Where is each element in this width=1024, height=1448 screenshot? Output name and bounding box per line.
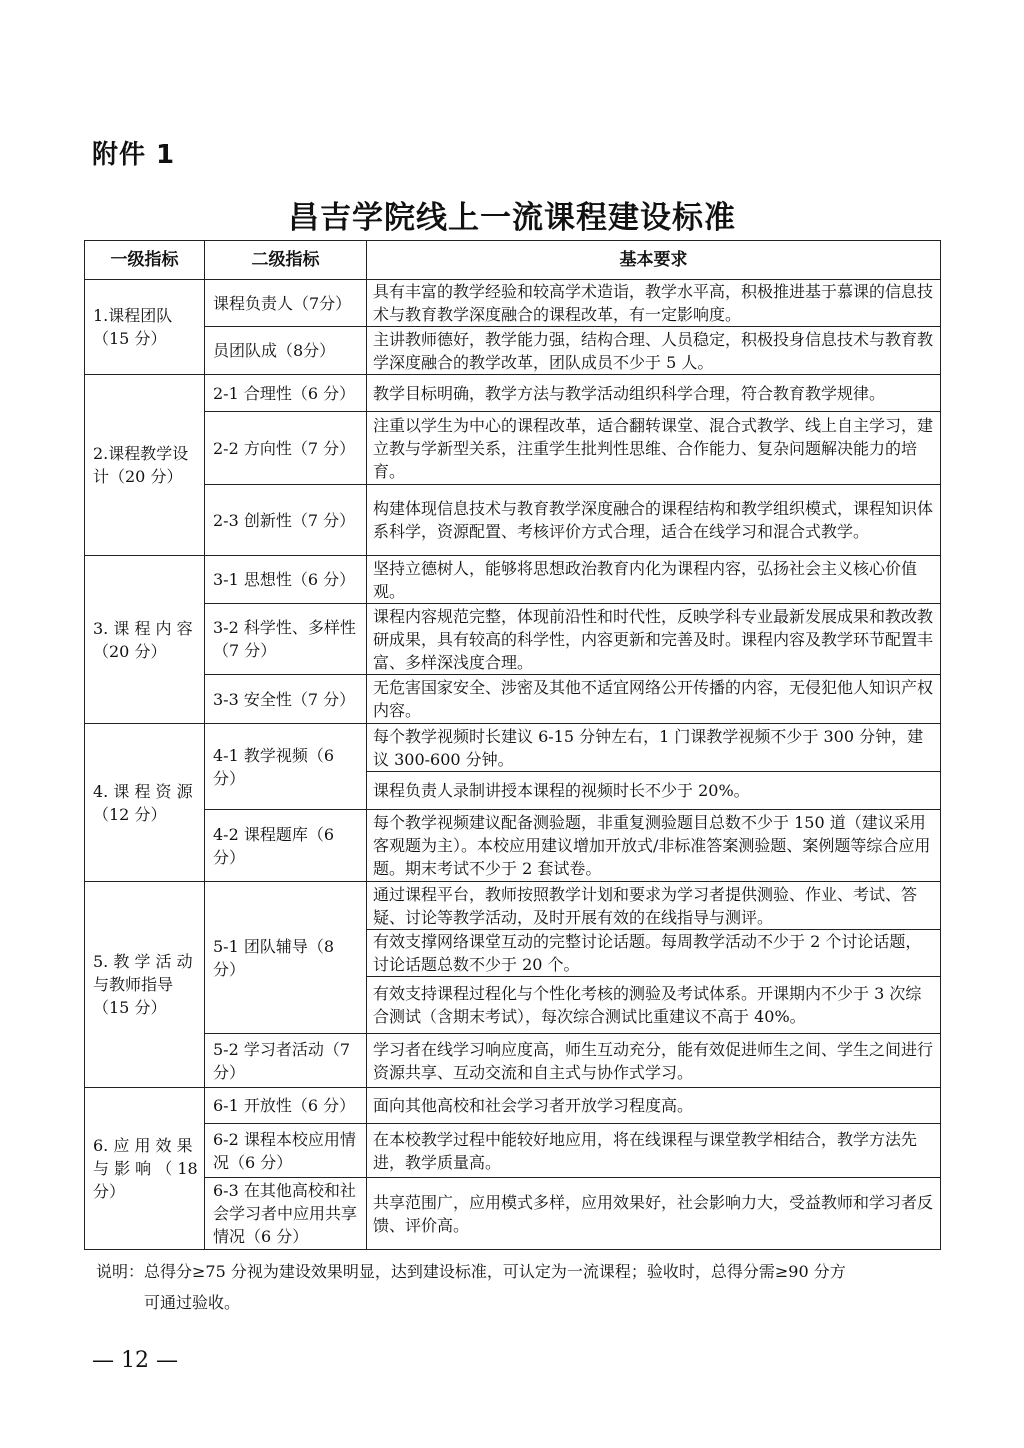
- level2-cell: 4-2 课程题库（6 分）: [205, 810, 367, 882]
- requirement-cell: 有效支撑网络课堂互动的完整讨论话题。每周教学活动不少于 2 个讨论话题，讨论话题总数不少于 20 个。: [367, 930, 941, 977]
- requirement-cell: 具有丰富的教学经验和较高学术造诣，教学水平高，积极推进基于慕课的信息技术与教育教学深度融合的课程改革，有一定影响度。: [367, 280, 941, 327]
- standards-table: [84, 240, 941, 1250]
- level2-cell: 3-2 科学性、多样性（7 分）: [205, 604, 367, 675]
- footnote-line1: 说明：总得分≥75 分视为建设效果明显，达到建设标准，可认定为一流课程；验收时，总得分需≥90 分方: [96, 1262, 846, 1281]
- level2-cell: 6-1 开放性（6 分）: [205, 1088, 367, 1124]
- table-row: [85, 810, 941, 882]
- level2-cell: 2-1 合理性（6 分）: [205, 375, 367, 412]
- level2-cell: 6-3 在其他高校和社会学习者中应用共享情况（6 分）: [205, 1178, 367, 1250]
- footnote-line2: 可通过验收。: [144, 1293, 241, 1312]
- level2-cell: 2-3 创新性（7 分）: [205, 485, 367, 556]
- table-row: [85, 327, 941, 375]
- level1-cell: 2.课程教学设计（20 分）: [85, 375, 205, 556]
- table-row: [85, 556, 941, 604]
- table-row: [85, 375, 941, 412]
- table-header-row: [85, 241, 941, 280]
- level2-cell: 3-3 安全性（7 分）: [205, 675, 367, 724]
- requirement-cell: 主讲教师德好，教学能力强，结构合理、人员稳定，积极投身信息技术与教育教学深度融合的教学改革，团队成员不少于 5 人。: [367, 327, 941, 375]
- level1-cell: 3. 课 程 内 容（20 分）: [85, 556, 205, 724]
- header-requirement: 基本要求: [367, 241, 941, 280]
- table-row: [85, 1034, 941, 1088]
- table-row: [85, 412, 941, 485]
- requirement-cell: 在本校教学过程中能较好地应用，将在线课程与课堂教学相结合，教学方法先进，教学质量高。: [367, 1124, 941, 1178]
- table-row: [85, 882, 941, 930]
- requirement-cell: 教学目标明确，教学方法与教学活动组织科学合理，符合教育教学规律。: [367, 375, 941, 412]
- document-title: 昌吉学院线上一流课程建设标准: [288, 200, 736, 236]
- requirement-cell: 注重以学生为中心的课程改革，适合翻转课堂、混合式教学、线上自主学习，建立教与学新型关系，注重学生批判性思维、合作能力、复杂问题解决能力的培育。: [367, 412, 941, 485]
- requirement-cell: 构建体现信息技术与教育教学深度融合的课程结构和教学组织模式，课程知识体系科学，资源配置、考核评价方式合理，适合在线学习和混合式教学。: [367, 485, 941, 556]
- requirement-cell: 学习者在线学习响应度高，师生互动充分，能有效促进师生之间、学生之间进行资源共享、互动交流和自主式与协作式学习。: [367, 1034, 941, 1088]
- level2-cell: 4-1 教学视频（6 分）: [205, 724, 367, 810]
- table-row: [85, 1178, 941, 1250]
- level1-cell: 1.课程团队（15 分）: [85, 280, 205, 375]
- level1-cell: 5. 教 学 活 动与教师指导（15 分）: [85, 882, 205, 1088]
- requirement-cell: 课程内容规范完整，体现前沿性和时代性，反映学科专业最新发展成果和教改教研成果，具有较高的科学性，内容更新和完善及时。课程内容及教学环节配置丰富、多样深浅度合理。: [367, 604, 941, 675]
- requirement-cell: 通过课程平台，教师按照教学计划和要求为学习者提供测验、作业、考试、答疑、讨论等教学活动，及时开展有效的在线指导与测评。: [367, 882, 941, 930]
- table-row: [85, 280, 941, 327]
- page-number: — 12 —: [92, 1348, 178, 1373]
- level2-cell: 课程负责人（7分）: [205, 280, 367, 327]
- requirement-cell: 面向其他高校和社会学习者开放学习程度高。: [367, 1088, 941, 1124]
- table-row: [85, 485, 941, 556]
- level2-cell: 3-1 思想性（6 分）: [205, 556, 367, 604]
- attachment-label: 附件 1: [92, 140, 176, 170]
- requirement-cell: 每个教学视频建议配备测验题，非重复测验题目总数不少于 150 道（建议采用客观题为主）。本校应用建议增加开放式/非标准答案测验题、案例题等综合应用题。期末考试不少于 2 套试卷。: [367, 810, 941, 882]
- level1-cell: 6. 应 用 效 果与 影 响 （ 18分）: [85, 1088, 205, 1250]
- table-row: [85, 675, 941, 724]
- level2-cell: 5-2 学习者活动（7 分）: [205, 1034, 367, 1088]
- header-level2: 二级指标: [205, 241, 367, 280]
- requirement-cell: 每个教学视频时长建议 6-15 分钟左右，1 门课教学视频不少于 300 分钟，建议 300-600 分钟。: [367, 724, 941, 772]
- level2-cell: 6-2 课程本校应用情况（6 分）: [205, 1124, 367, 1178]
- header-level1: 一级指标: [85, 241, 205, 280]
- requirement-cell: 无危害国家安全、涉密及其他不适宜网络公开传播的内容，无侵犯他人知识产权内容。: [367, 675, 941, 724]
- requirement-cell: 课程负责人录制讲授本课程的视频时长不少于 20%。: [367, 772, 941, 810]
- table-row: [85, 724, 941, 772]
- table-row: [85, 604, 941, 675]
- level2-cell: 5-1 团队辅导（8 分）: [205, 882, 367, 1034]
- requirement-cell: 有效支持课程过程化与个性化考核的测验及考试体系。开课期内不少于 3 次综合测试（含期末考试），每次综合测试比重建议不高于 40%。: [367, 977, 941, 1034]
- level1-cell: 4. 课 程 资 源（12 分）: [85, 724, 205, 882]
- footnote: [96, 1256, 946, 1318]
- table-row: [85, 1124, 941, 1178]
- table-row: [85, 1088, 941, 1124]
- requirement-cell: 共享范围广，应用模式多样，应用效果好，社会影响力大，受益教师和学习者反馈、评价高。: [367, 1178, 941, 1250]
- requirement-cell: 坚持立德树人，能够将思想政治教育内化为课程内容，弘扬社会主义核心价值观。: [367, 556, 941, 604]
- level2-cell: 员团队成（8分）: [205, 327, 367, 375]
- level2-cell: 2-2 方向性（7 分）: [205, 412, 367, 485]
